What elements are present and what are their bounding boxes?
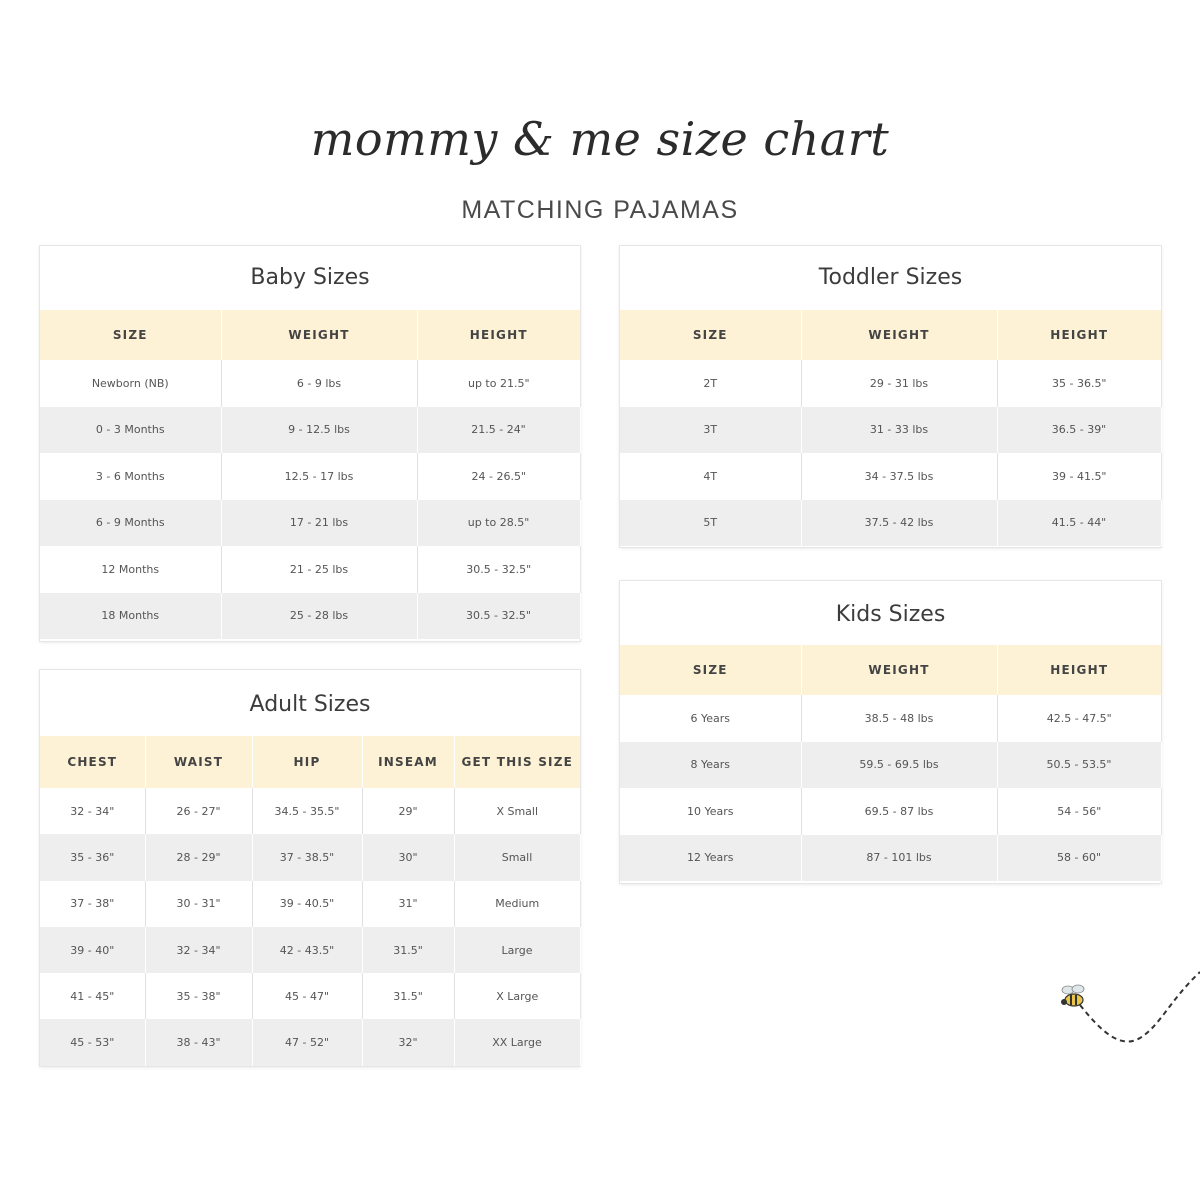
table-row bbox=[620, 407, 1161, 454]
table-cell-waist: 35 - 38" bbox=[145, 973, 252, 1019]
table-cell-height: 36.5 - 39" bbox=[997, 407, 1161, 454]
table-cell-weight: 21 - 25 lbs bbox=[221, 546, 417, 593]
adult-sizes-card bbox=[40, 670, 580, 1066]
chart-subtitle: MATCHING PAJAMAS bbox=[461, 196, 739, 224]
table-row bbox=[40, 927, 580, 973]
toddler-sizes-table bbox=[620, 310, 1162, 546]
table-cell-size: 5T bbox=[620, 500, 801, 547]
table-cell-get-this-size: Medium bbox=[495, 897, 540, 911]
table-cell-size: 0 - 3 Months bbox=[40, 407, 221, 454]
table-cell-hip: 39 - 40.5" bbox=[252, 881, 362, 927]
column-header-size: SIZE bbox=[620, 645, 801, 695]
table-cell-waist: 30 - 31" bbox=[145, 881, 252, 927]
column-header-get-this-size: GET THIS SIZE bbox=[454, 736, 580, 788]
table-cell-weight: 29 - 31 lbs bbox=[801, 360, 997, 407]
table-cell-chest: 45 - 53" bbox=[40, 1019, 145, 1065]
table-cell-size: 6 Years bbox=[620, 695, 801, 742]
table-cell-size: 18 Months bbox=[40, 593, 221, 640]
table-cell-size: 12 Months bbox=[40, 546, 221, 593]
table-row bbox=[40, 834, 580, 880]
table-cell-inseam: 30" bbox=[362, 834, 454, 880]
column-header-height: HEIGHT bbox=[997, 310, 1161, 360]
table-row bbox=[40, 1019, 580, 1065]
table-cell-size: 6 - 9 Months bbox=[40, 500, 221, 547]
table-cell-size: 12 Years bbox=[620, 835, 801, 882]
table-cell-waist: 28 - 29" bbox=[145, 834, 252, 880]
table-cell-get-this-size: XX Large bbox=[454, 1019, 580, 1065]
table-row bbox=[620, 742, 1161, 789]
table-cell-height: 39 - 41.5" bbox=[1051, 469, 1107, 483]
table-cell-waist: 38 - 43" bbox=[145, 1019, 252, 1065]
baby-sizes-title: Baby Sizes bbox=[250, 265, 370, 290]
table-row bbox=[40, 453, 580, 500]
table-cell-size: Newborn (NB) bbox=[40, 360, 221, 407]
table-row bbox=[620, 360, 1161, 407]
column-header-inseam: INSEAM bbox=[362, 736, 454, 788]
table-row bbox=[40, 973, 580, 1019]
table-cell-hip: 37 - 38.5" bbox=[252, 834, 362, 880]
table-row bbox=[40, 360, 580, 407]
table-cell-get-this-size: X Small bbox=[496, 804, 539, 818]
table-cell-weight: 9 - 12.5 lbs bbox=[221, 407, 417, 454]
table-cell-weight: 6 - 9 lbs bbox=[221, 360, 417, 407]
table-header-row bbox=[40, 310, 580, 360]
table-cell-size: 2T bbox=[620, 360, 801, 407]
table-row bbox=[40, 500, 580, 547]
adult-sizes-table bbox=[40, 736, 581, 1066]
table-cell-height: 35 - 36.5" bbox=[1051, 376, 1107, 390]
column-header-weight: WEIGHT bbox=[221, 310, 417, 360]
table-cell-get-this-size: Large bbox=[454, 927, 580, 973]
table-cell-height: 21.5 - 24" bbox=[417, 407, 580, 454]
table-cell-height: 42.5 - 47.5" bbox=[1046, 711, 1112, 725]
table-row bbox=[620, 835, 1161, 882]
table-cell-height: 50.5 - 53.5" bbox=[997, 742, 1161, 789]
table-cell-height: up to 28.5" bbox=[417, 500, 580, 547]
column-header-waist: WAIST bbox=[145, 736, 252, 788]
column-header-weight: WEIGHT bbox=[801, 310, 997, 360]
table-cell-height: 58 - 60" bbox=[997, 835, 1161, 882]
table-cell-hip: 45 - 47" bbox=[252, 973, 362, 1019]
table-cell-get-this-size: Small bbox=[454, 834, 580, 880]
chart-title: mommy & me size chart bbox=[310, 112, 890, 166]
column-header-size: SIZE bbox=[620, 310, 801, 360]
table-row bbox=[40, 407, 580, 454]
baby-sizes-table bbox=[40, 310, 581, 639]
table-row bbox=[40, 546, 580, 593]
table-cell-height: 54 - 56" bbox=[1057, 804, 1102, 818]
table-row bbox=[620, 695, 1161, 742]
table-cell-weight: 59.5 - 69.5 lbs bbox=[801, 742, 997, 789]
table-row bbox=[620, 788, 1161, 835]
table-cell-height: 30.5 - 32.5" bbox=[417, 593, 580, 640]
column-header-height: HEIGHT bbox=[997, 645, 1161, 695]
table-cell-chest: 37 - 38" bbox=[40, 881, 145, 927]
kids-sizes-table bbox=[620, 645, 1162, 881]
table-cell-inseam: 29" bbox=[362, 788, 454, 834]
table-cell-hip: 34.5 - 35.5" bbox=[252, 788, 362, 834]
table-cell-height: 30.5 - 32.5" bbox=[466, 562, 532, 576]
column-header-weight: WEIGHT bbox=[801, 645, 997, 695]
table-cell-weight: 12.5 - 17 lbs bbox=[221, 453, 417, 500]
table-header-row bbox=[620, 645, 1161, 695]
table-cell-height: 41.5 - 44" bbox=[997, 500, 1161, 547]
table-header-row bbox=[620, 310, 1161, 360]
table-cell-chest: 32 - 34" bbox=[40, 788, 145, 834]
table-cell-weight: 37.5 - 42 lbs bbox=[801, 500, 997, 547]
table-row bbox=[620, 453, 1161, 500]
kids-sizes-title: Kids Sizes bbox=[835, 602, 946, 627]
table-cell-weight: 69.5 - 87 lbs bbox=[801, 788, 997, 835]
table-cell-chest: 41 - 45" bbox=[40, 973, 145, 1019]
table-cell-height: 24 - 26.5" bbox=[471, 469, 526, 483]
toddler-sizes-title: Toddler Sizes bbox=[818, 265, 963, 290]
column-header-height: HEIGHT bbox=[417, 310, 580, 360]
table-cell-height: up to 21.5" bbox=[467, 376, 530, 390]
table-cell-weight: 34 - 37.5 lbs bbox=[801, 453, 997, 500]
column-header-size: SIZE bbox=[40, 310, 221, 360]
table-cell-get-this-size: X Large bbox=[496, 989, 539, 1003]
table-cell-weight: 25 - 28 lbs bbox=[221, 593, 417, 640]
table-cell-inseam: 31.5" bbox=[362, 973, 454, 1019]
table-cell-hip: 42 - 43.5" bbox=[252, 927, 362, 973]
table-cell-size: 8 Years bbox=[620, 742, 801, 789]
table-cell-weight: 17 - 21 lbs bbox=[221, 500, 417, 547]
toddler-sizes-card bbox=[620, 246, 1161, 547]
table-cell-chest: 35 - 36" bbox=[40, 834, 145, 880]
table-cell-chest: 39 - 40" bbox=[40, 927, 145, 973]
table-cell-size: 4T bbox=[620, 453, 801, 500]
table-row bbox=[40, 593, 580, 640]
adult-sizes-title: Adult Sizes bbox=[249, 692, 371, 717]
table-cell-size: 10 Years bbox=[620, 788, 801, 835]
table-cell-waist: 32 - 34" bbox=[145, 927, 252, 973]
table-cell-waist: 26 - 27" bbox=[145, 788, 252, 834]
table-cell-inseam: 31.5" bbox=[362, 927, 454, 973]
table-cell-inseam: 32" bbox=[362, 1019, 454, 1065]
column-header-chest: CHEST bbox=[40, 736, 145, 788]
table-row bbox=[620, 500, 1161, 547]
table-header-row bbox=[40, 736, 580, 788]
table-row bbox=[40, 788, 580, 834]
table-cell-hip: 47 - 52" bbox=[252, 1019, 362, 1065]
table-cell-size: 3T bbox=[620, 407, 801, 454]
column-header-hip: HIP bbox=[252, 736, 362, 788]
bee-icon bbox=[1040, 960, 1200, 1050]
baby-sizes-card bbox=[40, 246, 580, 641]
table-cell-weight: 38.5 - 48 lbs bbox=[801, 695, 997, 742]
table-row bbox=[40, 881, 580, 927]
table-cell-weight: 31 - 33 lbs bbox=[801, 407, 997, 454]
table-cell-inseam: 31" bbox=[362, 881, 454, 927]
kids-sizes-card bbox=[620, 581, 1161, 883]
table-cell-weight: 87 - 101 lbs bbox=[801, 835, 997, 882]
table-cell-size: 3 - 6 Months bbox=[40, 453, 221, 500]
